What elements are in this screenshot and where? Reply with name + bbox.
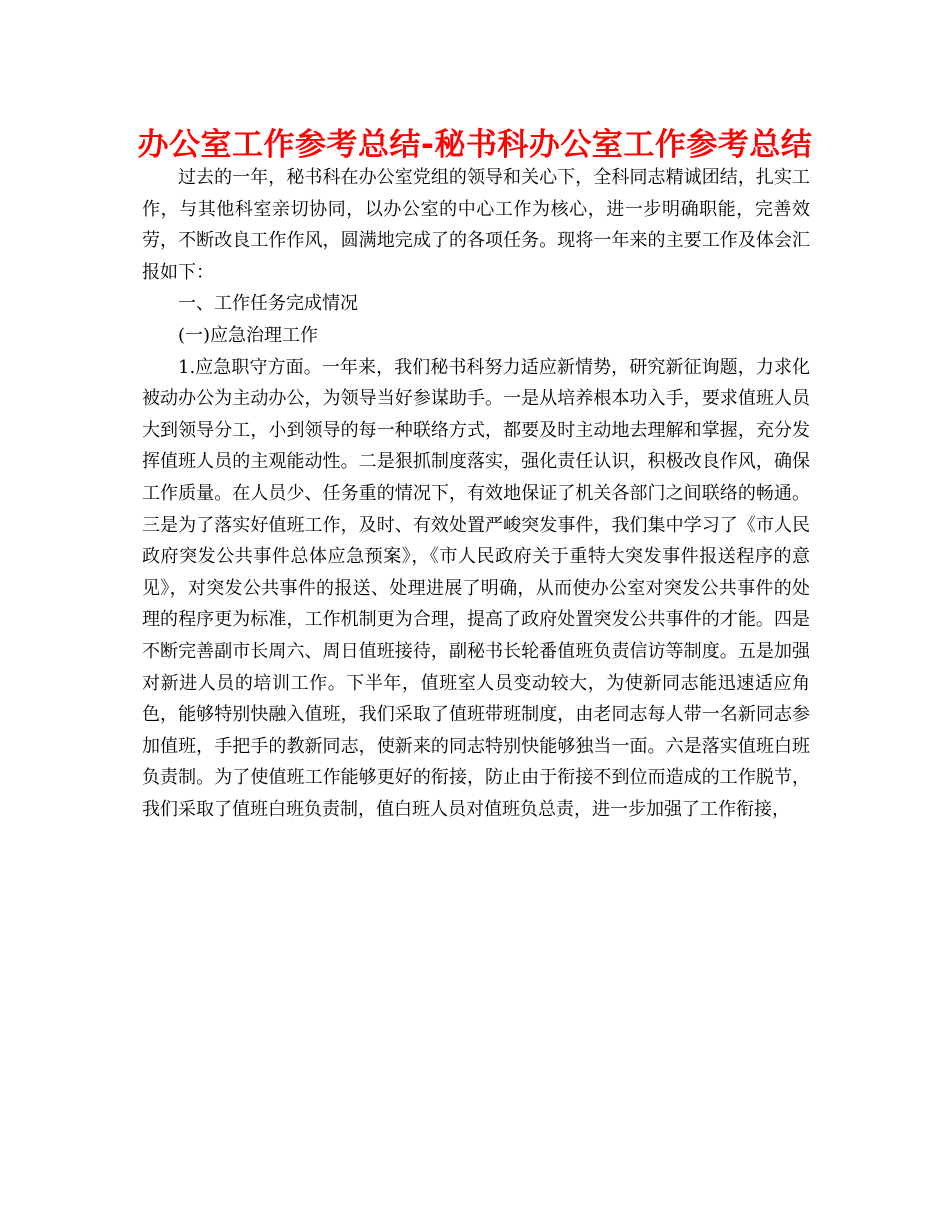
paragraph-intro: 过去的一年，秘书科在办公室党组的领导和关心下，全科同志精诚团结，扎实工作，与其他科室亲切协同，以办公室的中心工作为核心，进一步明确职能，完善效劳，不断改良工作作风，圆满地完成了的各项任务。现将一年来的主要工作及体会汇报如下：	[142, 167, 810, 283]
document-title: 办公室工作参考总结-秘书科办公室工作参考总结	[137, 127, 813, 163]
section-heading: 一、工作任务完成情况	[178, 293, 358, 315]
document-body	[142, 162, 810, 825]
subsection-heading: (一)应急治理工作	[178, 324, 319, 346]
paragraph-emergency-duty: 1.应急职守方面。一年来，我们秘书科努力适应新情势，研究新征询题，力求化被动办公为主动办公，为领导当好参谋助手。一是从培养根本功入手，要求值班人员大到领导分工，小到领导的每一种联络方式，都要及时主动地去理解和掌握，充分发挥值班人员的主观能动性。二是狠抓制度落实，强化责任认识，积极改良作风，确保工作质量。在人员少、任务重的情况下，有效地保证了机关各部门之间联络的畅通。三是为了落实好值班工作，及时、有效处置严峻突发事件，我们集中学习了《市人民政府突发公共事件总体应急预案》，《市人民政府关于重特大突发事件报送程序的意见》，对突发公共事件的报送、处理进展了明确，从而使办公室对突发公共事件的处理的程序更为标准，工作机制更为合理，提高了政府处置突发公共事件的才能。四是不断完善副市长周六、周日值班接待，副秘书长轮番值班负责信访等制度。五是加强对新进人员的培训工作。下半年，值班室人员变动较大，为使新同志能迅速适应角色，能够特别快融入值班，我们采取了值班带班制度，由老同志每人带一名新同志参加值班，手把手的教新同志，使新来的同志特别快能够独当一面。六是落实值班白班负责制。为了使值班工作能够更好的衔接，防止由于衔接不到位而造成的工作脱节，我们采取了值班白班负责制，值白班人员对值班负总责，进一步加强了工作衔接，	[142, 356, 810, 820]
